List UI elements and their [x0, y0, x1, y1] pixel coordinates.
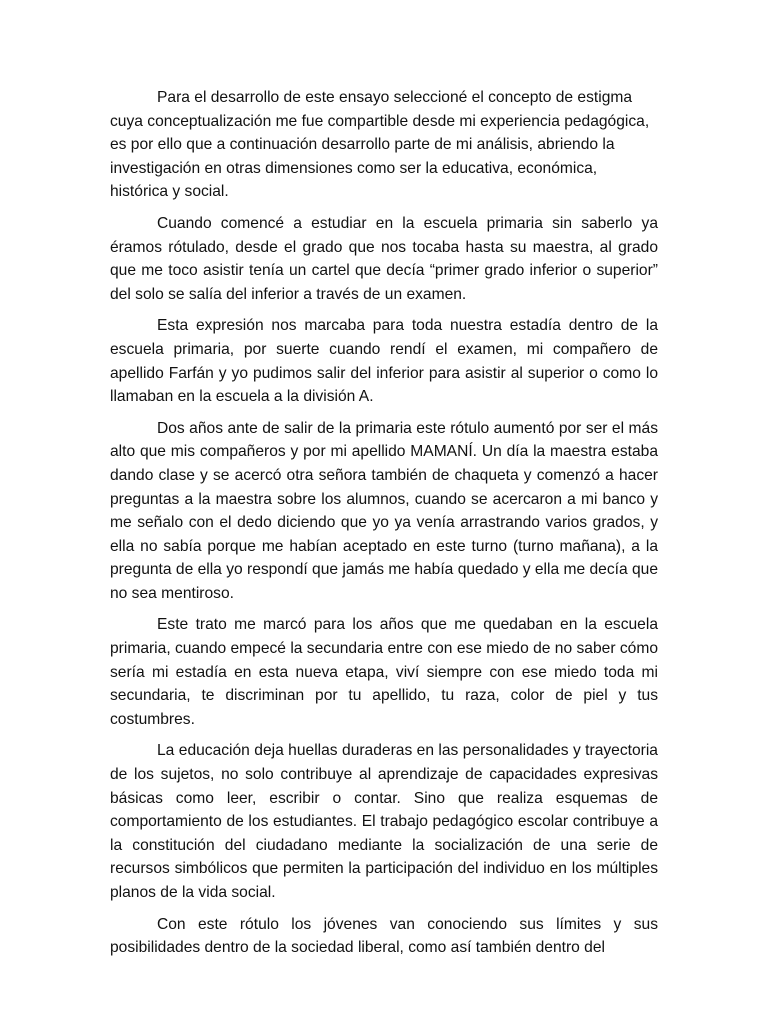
paragraph-5: Este trato me marcó para los años que me quedaban en la escuela primaria, cuando empecé la secundaria entre con ese miedo de no saber cómo sería mi estadía en esta nueva etapa, viví siempre con ese miedo toda mi secundaria, te discriminan por tu apellido, tu raza, color de piel y tus costumbres.	[110, 616, 658, 728]
paragraph-6: La educación deja huellas duraderas en las personalidades y trayectoria de los sujetos, no solo contribuye al aprendizaje de capacidades expresivas básicas como leer, escribir o contar. Sino que realiza esquemas de comportamiento de los estudiantes. El trabajo pedagógico escolar contribuye a la constitución del ciudadano mediante la socialización de una serie de recursos simbólicos que permiten la participación del individuo en los múltiples planos de la vida social.	[110, 742, 658, 901]
paragraph-3: Esta expresión nos marcaba para toda nuestra estadía dentro de la escuela primaria, por suerte cuando rendí el examen, mi compañero de apellido Farfán y yo pudimos salir del inferior para asistir al superior o como lo llamaban en la escuela a la división A.	[110, 317, 658, 406]
paragraph-2: Cuando comencé a estudiar en la escuela primaria sin saberlo ya éramos rótulado, desde el grado que nos tocaba hasta su maestra, al grado que me toco asistir tenía un cartel que decía “primer grado inferior o superior” del solo se salía del inferior a través de un examen.	[110, 214, 658, 303]
document-page	[110, 86, 658, 968]
paragraph-1: Para el desarrollo de este ensayo seleccioné el concepto de estigma cuya conceptualización me fue compartible desde mi experiencia pedagógica, es por ello que a continuación desarrollo parte de mi análisis, abriendo la investigación en otras dimensiones como ser la educativa, económica, histórica y social.	[110, 89, 650, 201]
paragraph-4: Dos años ante de salir de la primaria este rótulo aumentó por ser el más alto que mis compañeros y por mi apellido MAMANÍ. Un día la maestra estaba dando clase y se acercó otra señora también de chaqueta y comenzó a hacer preguntas a la maestra sobre los alumnos, cuando se acercaron a mi banco y me señalo con el dedo diciendo que yo ya venía arrastrando varios grados, y ella no sabía porque me habían aceptado en este turno (turno mañana), a la pregunta de ella yo respondí que jamás me había quedado y ella me decía que no sea mentiroso.	[110, 419, 658, 602]
paragraph-7: Con este rótulo los jóvenes van conociendo sus límites y sus posibilidades dentro de la sociedad liberal, como así también dentro del	[110, 915, 658, 957]
